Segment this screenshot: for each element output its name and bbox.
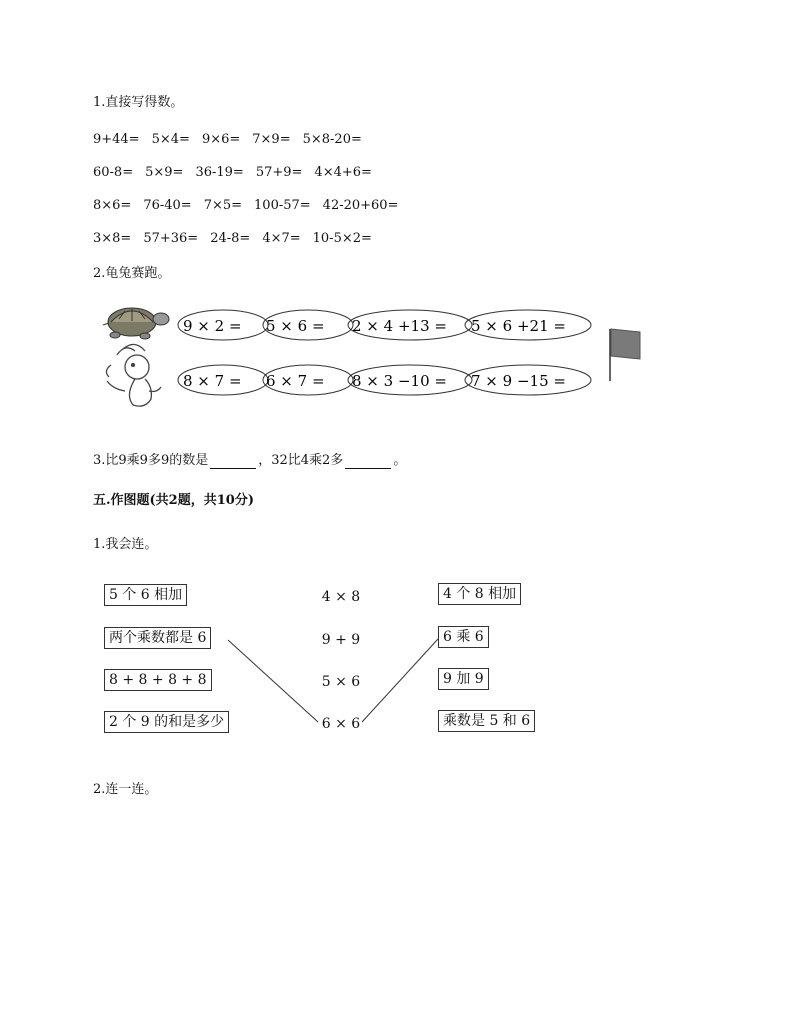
right-box-3: 9 加 9 (438, 668, 489, 690)
middle-expr-1: 4 × 8 (321, 589, 361, 605)
equation: 9+44= (93, 132, 140, 147)
equation: 24-8= (210, 231, 251, 246)
turtle-expr-3: 2 × 4 +13 = (352, 317, 447, 335)
turtle-expr-2: 5 × 6 = (266, 317, 325, 335)
match2-title: 2.连一连。 (93, 782, 158, 797)
match1-title: 1.我会连。 (93, 537, 158, 552)
turtle-row (178, 310, 591, 340)
right-box-2: 6 乘 6 (438, 626, 489, 648)
q3-part1: 3.比9乘9多9的数是 (93, 453, 209, 468)
turtle-expr-4: 5 × 6 +21 = (471, 317, 566, 335)
middle-expr-3: 5 × 6 (321, 674, 361, 690)
flag-icon (610, 329, 640, 381)
equation: 8×6= (93, 198, 132, 213)
answer-blank-1[interactable] (210, 456, 256, 469)
equation: 100-57= (254, 198, 311, 213)
connector-line-left (228, 640, 318, 722)
left-box-1: 5 个 6 相加 (104, 584, 187, 606)
equation: 5×8-20= (302, 132, 362, 147)
q3-part3: 。 (393, 453, 407, 468)
turtle-icon (103, 308, 169, 339)
equation: 36-19= (195, 165, 244, 180)
equation: 3×8= (93, 231, 132, 246)
equation: 7×5= (203, 198, 243, 213)
rabbit-row (178, 365, 591, 395)
q2-title: 2.龟兔赛跑。 (93, 266, 171, 281)
equation: 10-5×2= (312, 231, 372, 246)
q1-title: 1.直接写得数。 (93, 95, 184, 110)
left-box-3: 8 + 8 + 8 + 8 (104, 669, 212, 691)
race-figure (95, 295, 655, 415)
equation: 7×9= (252, 132, 291, 147)
equation: 57+9= (255, 165, 303, 180)
equation: 4×4+6= (314, 165, 372, 180)
answer-blank-2[interactable] (345, 456, 391, 469)
rabbit-icon (106, 344, 161, 406)
left-box-2: 两个乘数都是 6 (104, 627, 211, 649)
equation: 60-8= (93, 165, 134, 180)
equation: 76-40= (143, 198, 192, 213)
q1-row-3 (93, 198, 410, 214)
q1-row-1 (93, 132, 374, 148)
q3-part2: ，32比4乘2多 (258, 453, 344, 468)
rabbit-expr-2: 6 × 7 = (266, 372, 325, 390)
left-box-4: 2 个 9 的和是多少 (104, 711, 229, 733)
turtle-expr-1: 9 × 2 = (183, 317, 242, 335)
equation: 57+36= (143, 231, 199, 246)
equation: 5×4= (151, 132, 190, 147)
q3-text (93, 453, 406, 469)
equation: 9×6= (201, 132, 241, 147)
q1-row-4 (93, 231, 384, 247)
rabbit-expr-4: 7 × 9 −15 = (471, 372, 566, 390)
rabbit-expr-1: 8 × 7 = (183, 372, 242, 390)
connector-line-right (362, 639, 438, 722)
q1-row-2 (93, 165, 384, 181)
section-heading: 五.作图题(共2题，共10分) (93, 493, 254, 508)
equation: 4×7= (262, 231, 301, 246)
middle-expr-2: 9 + 9 (321, 632, 361, 648)
right-box-4: 乘数是 5 和 6 (438, 710, 535, 732)
middle-expr-4: 6 × 6 (321, 716, 361, 732)
rabbit-expr-3: 8 × 3 −10 = (352, 372, 447, 390)
equation: 42-20+60= (322, 198, 399, 213)
equation: 5×9= (145, 165, 184, 180)
right-box-1: 4 个 8 相加 (438, 583, 521, 605)
